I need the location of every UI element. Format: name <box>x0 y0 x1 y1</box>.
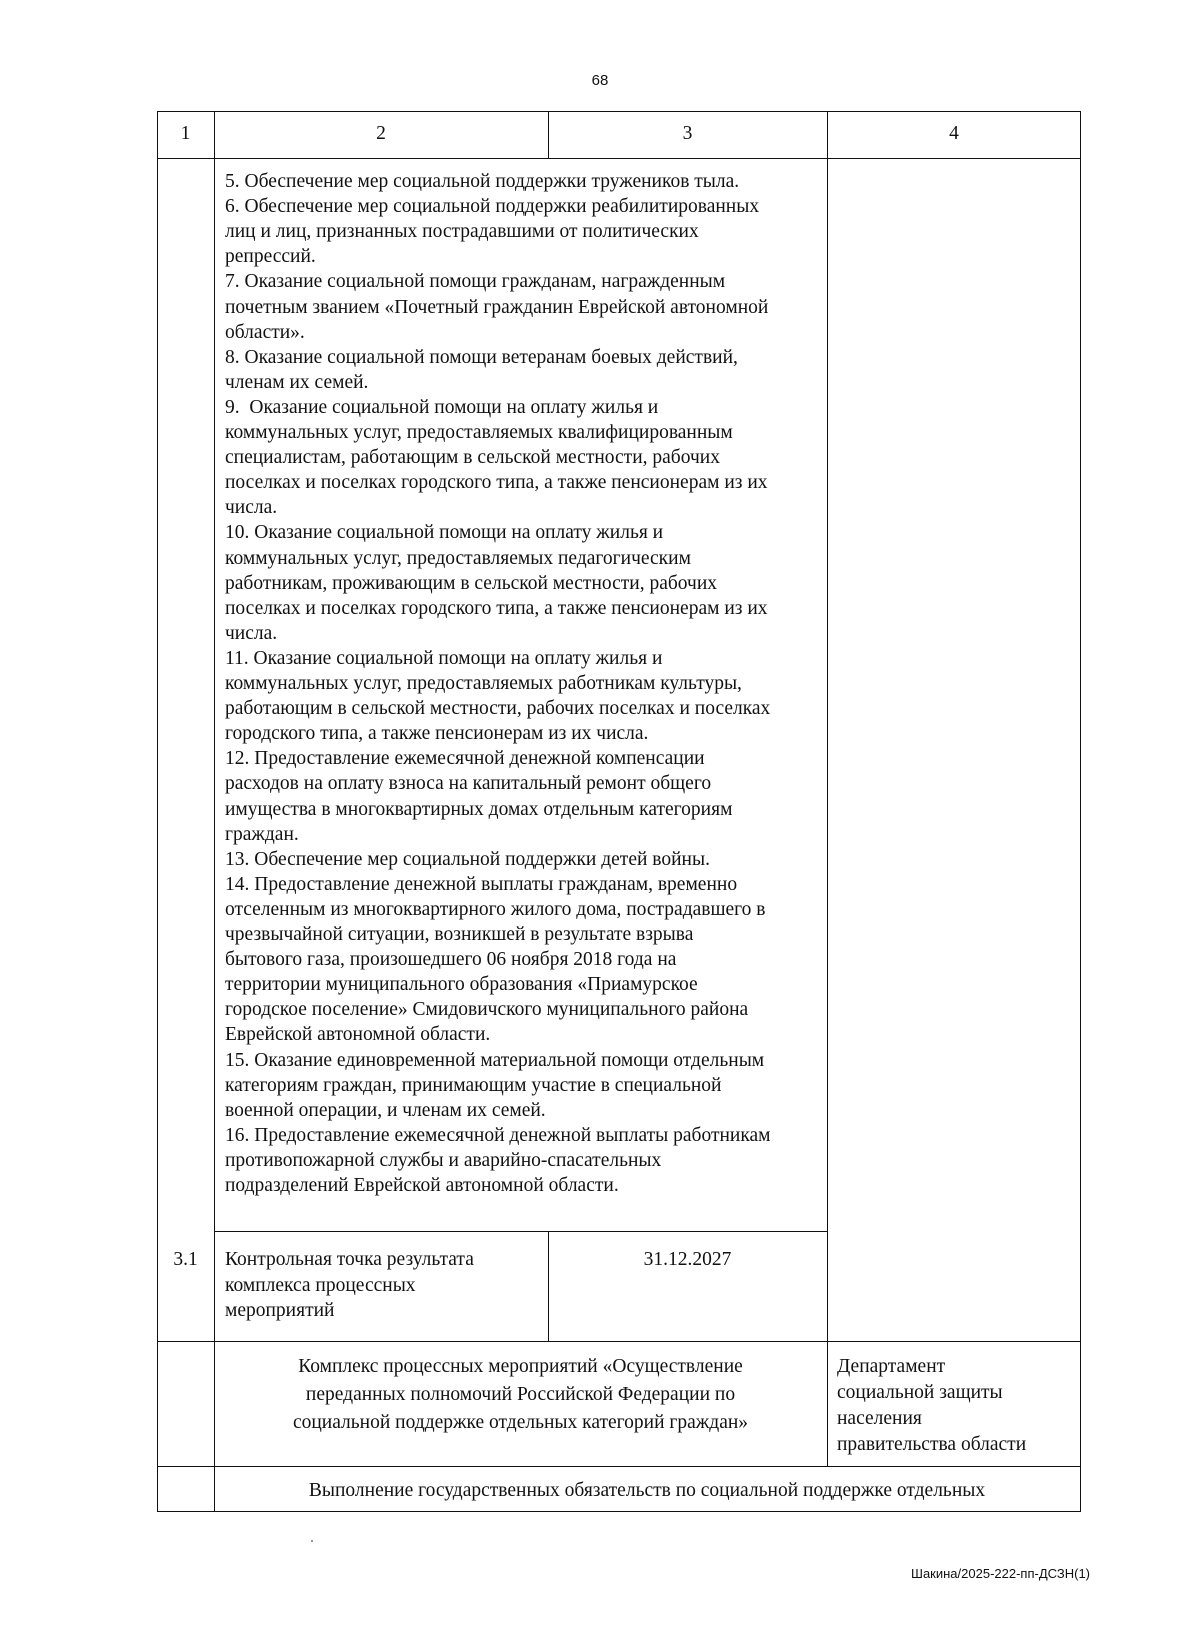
complex-title-line: Комплекс процессных мероприятий «Осуществление <box>298 1356 743 1377</box>
header-col-3: 3 <box>682 123 693 144</box>
measure-line: 9. Оказание социальной помощи на оплату жилья и <box>225 396 659 418</box>
measure-line: 12. Предоставление ежемесячной денежной компенсации <box>225 748 705 770</box>
checkpoint-text-line: комплекса процессных <box>225 1274 416 1296</box>
header-col-2: 2 <box>376 123 386 144</box>
measure-line: работающим в сельской местности, рабочих поселках и поселках <box>225 698 771 720</box>
measure-line: 14. Предоставление денежной выплаты гражданам, временно <box>225 873 738 895</box>
measure-line: 7. Оказание социальной помощи гражданам, награжденным <box>225 271 726 293</box>
measure-line: бытового газа, произошедшего 06 ноября 2018 года на <box>225 949 677 971</box>
measure-line: числа. <box>225 622 278 644</box>
measure-line: коммунальных услуг, предоставляемых работникам культуры, <box>225 673 742 694</box>
measure-line: расходов на оплату взноса на капитальный ремонт общего <box>225 773 712 795</box>
header-col-1: 1 <box>180 123 191 144</box>
measure-line: коммунальных услуг, предоставляемых педагогическим <box>225 547 691 569</box>
measure-line: 5. Обеспечение мер социальной поддержки тружеников тыла. <box>225 171 740 192</box>
header-col-4: 4 <box>949 123 959 144</box>
measure-line: 11. Оказание социальной помощи на оплату жилья и <box>225 647 663 669</box>
responsible-line: населения <box>837 1408 922 1429</box>
measure-line: военной операции, и членам их семей. <box>225 1099 546 1121</box>
measure-line: 8. Оказание социальной помощи ветеранам боевых действий, <box>225 346 738 368</box>
measure-line: чрезвычайной ситуации, возникшей в результате взрыва <box>225 924 694 945</box>
measure-line: коммунальных услуг, предоставляемых квалифицированным <box>225 422 733 443</box>
measure-line: области». <box>225 321 305 343</box>
measure-line: категориям граждан, принимающим участие в специальной <box>225 1074 722 1096</box>
measure-line: 13. Обеспечение мер социальной поддержки детей войны. <box>225 848 710 870</box>
measure-line: территории муниципального образования «Приамурское <box>225 974 698 996</box>
measure-line: числа. <box>225 497 278 519</box>
measure-line: членам их семей. <box>225 371 369 393</box>
complex-title-line: переданных полномочий Российской Федерации по <box>305 1384 736 1405</box>
measure-line: лиц и лиц, признанных пострадавшими от политических <box>225 221 699 243</box>
document-table <box>157 111 1081 1512</box>
measure-line: подразделений Еврейской автономной области. <box>225 1175 619 1196</box>
measure-line: репрессий. <box>225 246 316 268</box>
measure-line: 10. Оказание социальной помощи на оплату жилья и <box>225 522 664 544</box>
measure-line: специалистам, работающим в сельской местности, рабочих <box>225 447 720 469</box>
measure-line: отселенным из многоквартирного жилого дома, пострадавшего в <box>225 898 766 920</box>
measure-line: имущества в многоквартирных домах отдельным категориям <box>225 798 733 820</box>
complex-title-line: социальной поддержке отдельных категорий граждан» <box>292 1412 749 1433</box>
last-row-text: Выполнение государственных обязательств по социальной поддержке отдельных <box>308 1480 986 1501</box>
scan-speck <box>311 1540 313 1542</box>
responsible-line: правительства области <box>837 1434 1027 1455</box>
measure-line: 15. Оказание единовременной материальной помощи отдельным <box>225 1049 765 1071</box>
measure-line: городское поселение» Смидовичского муниципального района <box>225 999 749 1021</box>
measure-line: поселках и поселках городского типа, а также пенсионерам из их <box>225 472 768 494</box>
checkpoint-date: 31.12.2027 <box>643 1249 732 1270</box>
responsible-line: Департамент <box>837 1356 946 1377</box>
checkpoint-text-line: Контрольная точка результата <box>225 1249 474 1270</box>
measure-line: 6. Обеспечение мер социальной поддержки реабилитированных <box>225 196 760 218</box>
measure-line: Еврейской автономной области. <box>225 1024 491 1046</box>
measure-line: 16. Предоставление ежемесячной денежной выплаты работникам <box>225 1124 771 1146</box>
page-number: 68 <box>591 72 609 89</box>
checkpoint-text-line: мероприятий <box>225 1300 335 1321</box>
measure-line: противопожарной службы и аварийно-спасательных <box>225 1149 662 1171</box>
responsible-line: социальной защиты <box>837 1382 1003 1403</box>
measure-line: поселках и поселках городского типа, а также пенсионерам из их <box>225 597 768 619</box>
footer-code: Шакина/2025-222-пп-ДСЗН(1) <box>911 1566 1090 1581</box>
measure-line: работникам, проживающим в сельской местности, рабочих <box>225 572 718 594</box>
measure-line: городского типа, а также пенсионерам из их числа. <box>225 723 649 745</box>
measure-line: граждан. <box>225 823 299 845</box>
measure-line: почетным званием «Почетный гражданин Еврейской автономной <box>225 296 769 318</box>
checkpoint-number: 3.1 <box>173 1249 198 1270</box>
